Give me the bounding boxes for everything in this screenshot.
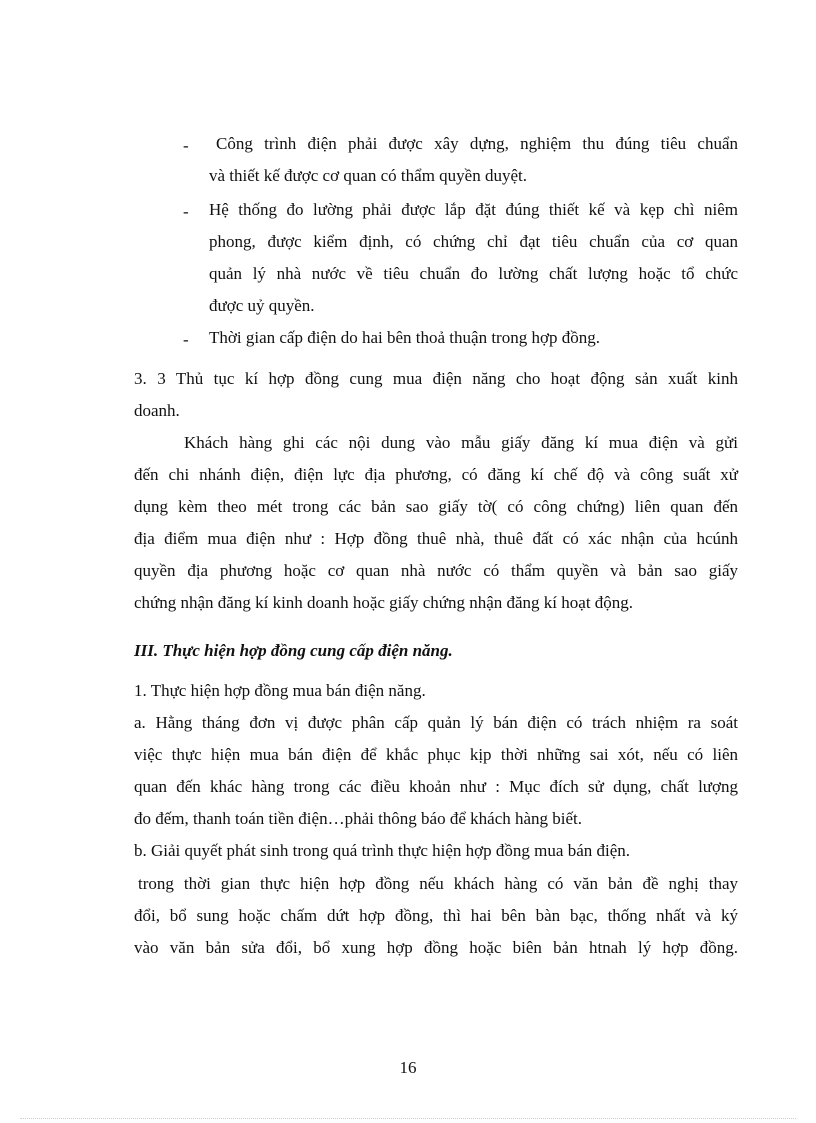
paragraph-line: việc thực hiện mua bán điện để khắc phục kịp thời những sai xót, nếu có liên [134, 745, 738, 764]
bullet-2-line-3: quản lý nhà nước về tiêu chuẩn đo lường chất lượng hoặc tổ chức [209, 264, 738, 283]
section-3-3-line-1: 3. 3 Thủ tục kí hợp đồng cung mua điện năng cho hoạt động sản xuất kinh [134, 369, 738, 388]
paragraph-line: chứng nhận đăng kí kinh doanh hoặc giấy chứng nhận đăng kí hoạt động. [134, 593, 634, 612]
bullet-marker: - [183, 136, 189, 155]
subsection-1-title: 1. Thực hiện hợp đồng mua bán điện năng. [134, 681, 426, 700]
paragraph-line: đo đếm, thanh toán tiền điện…phải thông báo để khách hàng biết. [134, 809, 583, 828]
bullet-3-line-1: Thời gian cấp điện do hai bên thoả thuận trong hợp đồng. [209, 328, 600, 347]
bullet-marker: - [183, 202, 189, 221]
page-bottom-divider [20, 1118, 796, 1119]
page-number: 16 [399, 1058, 417, 1077]
paragraph-line: Khách hàng ghi các nội dung vào mẫu giấy đăng kí mua điện và gửi [184, 433, 738, 452]
bullet-2-line-4: được uỷ quyền. [209, 296, 315, 315]
bullet-2-line-2: phong, được kiểm định, có chứng chỉ đạt tiêu chuẩn của cơ quan [209, 232, 738, 251]
section-3-3-line-2: doanh. [134, 401, 180, 420]
paragraph-line: dụng kèm theo mét trong các bản sao giấy tờ( có công chứng) liên quan đến [134, 497, 738, 516]
bullet-marker: - [183, 330, 189, 349]
paragraph-line: quan đến khác hàng trong các điều khoản như : Mục đích sử dụng, chất lượng [134, 777, 738, 796]
paragraph-line: vào văn bản sửa đổi, bổ xung hợp đồng hoặc biên bản htnah lý hợp đồng. [134, 938, 738, 957]
paragraph-line: a. Hằng tháng đơn vị được phân cấp quản lý bán điện có trách nhiệm ra soát [134, 713, 738, 732]
paragraph-line: đổi, bổ sung hoặc chấm dứt hợp đồng, thì hai bên bàn bạc, thống nhất và ký [134, 906, 738, 925]
section-heading-iii: III. Thực hiện hợp đồng cung cấp điện năng. [134, 641, 453, 660]
bullet-1-line-2: và thiết kế được cơ quan có thẩm quyền duyệt. [209, 166, 527, 185]
bullet-1-line-1: Công trình điện phải được xây dựng, nghiệm thu đúng tiêu chuẩn [216, 134, 738, 153]
paragraph-b-title: b. Giải quyết phát sinh trong quá trình thực hiện hợp đồng mua bán điện. [134, 841, 631, 860]
bullet-2-line-1: Hệ thống đo lường phải được lắp đặt đúng thiết kế và kẹp chì niêm [209, 200, 738, 219]
paragraph-line: trong thời gian thực hiện hợp đồng nếu khách hàng có văn bản đề nghị thay [138, 874, 738, 893]
paragraph-line: quyền địa phương hoặc cơ quan nhà nước có thẩm quyền và bản sao giấy [134, 561, 738, 580]
paragraph-line: đến chi nhánh điện, điện lực địa phương, có đăng kí chế độ và công suất xử [134, 465, 738, 484]
paragraph-line: địa điểm mua điện như : Hợp đồng thuê nhà, thuê đất có xác nhận của hcúnh [134, 529, 738, 548]
